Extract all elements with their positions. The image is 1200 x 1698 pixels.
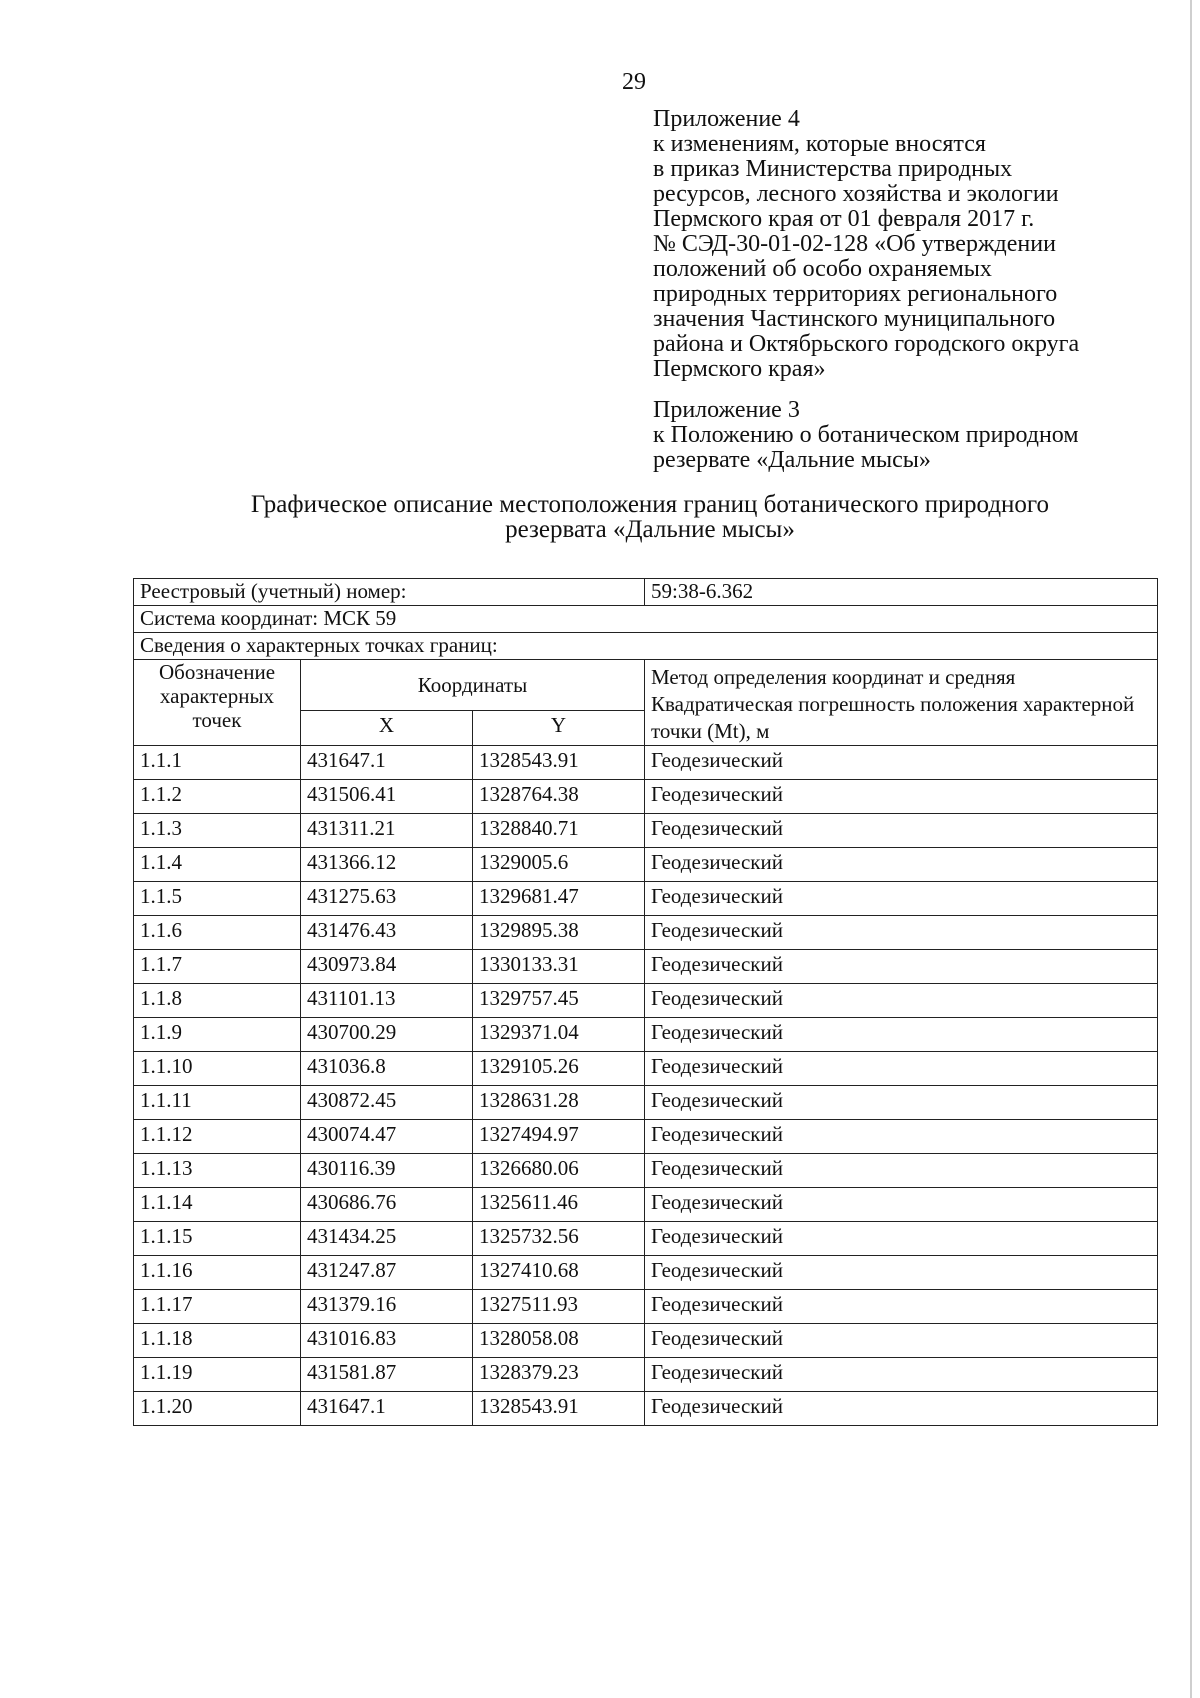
cell-x: 430686.76 xyxy=(301,1188,473,1222)
cell-method: Геодезический xyxy=(645,1392,1158,1426)
appendix-4-line: района и Октябрьского городского округа xyxy=(653,331,1080,357)
cell-y: 1329371.04 xyxy=(473,1018,645,1052)
cell-method: Геодезический xyxy=(645,1120,1158,1154)
col-method-header: Метод определения координат и средняя Квадратическая погрешность положения характерной точки (Mt), м xyxy=(645,660,1158,746)
cell-method: Геодезический xyxy=(645,848,1158,882)
cell-point: 1.1.2 xyxy=(134,780,301,814)
cell-x: 431581.87 xyxy=(301,1358,473,1392)
cell-x: 431434.25 xyxy=(301,1222,473,1256)
appendix-4-line: природных территориях регионального xyxy=(653,281,1058,307)
table-row xyxy=(134,780,1158,814)
appendix-3-line: Приложение 3 xyxy=(653,397,800,423)
table-row xyxy=(134,1290,1158,1324)
cell-method: Геодезический xyxy=(645,916,1158,950)
appendix-4-line: значения Частинского муниципального xyxy=(653,306,1056,332)
table-row xyxy=(134,1120,1158,1154)
cell-y: 1330133.31 xyxy=(473,950,645,984)
cell-point: 1.1.11 xyxy=(134,1086,301,1120)
cell-x: 431247.87 xyxy=(301,1256,473,1290)
cell-x: 431506.41 xyxy=(301,780,473,814)
points-info: Сведения о характерных точках границ: xyxy=(134,633,1158,660)
table-row xyxy=(134,984,1158,1018)
cell-y: 1329895.38 xyxy=(473,916,645,950)
cell-point: 1.1.12 xyxy=(134,1120,301,1154)
cell-y: 1328764.38 xyxy=(473,780,645,814)
appendix-3-header xyxy=(653,398,1183,473)
table-row xyxy=(134,916,1158,950)
cell-method: Геодезический xyxy=(645,780,1158,814)
cell-point: 1.1.9 xyxy=(134,1018,301,1052)
cell-y: 1327494.97 xyxy=(473,1120,645,1154)
cell-method: Геодезический xyxy=(645,1154,1158,1188)
appendix-4-line: Приложение 4 xyxy=(653,106,800,132)
appendix-3-line: резервате «Дальние мысы» xyxy=(653,447,931,473)
cell-point: 1.1.16 xyxy=(134,1256,301,1290)
table-row xyxy=(134,848,1158,882)
registry-row xyxy=(134,579,1158,606)
table-row xyxy=(134,1154,1158,1188)
coord-system-row xyxy=(134,606,1158,633)
appendix-4-header xyxy=(653,107,1183,382)
column-header-row xyxy=(134,660,1158,711)
cell-x: 431016.83 xyxy=(301,1324,473,1358)
cell-x: 431366.12 xyxy=(301,848,473,882)
registry-value: 59:38-6.362 xyxy=(645,579,1158,606)
cell-x: 430973.84 xyxy=(301,950,473,984)
table-row xyxy=(134,1052,1158,1086)
col-point-header: Обозначение характерных точек xyxy=(134,660,301,746)
table-row xyxy=(134,1358,1158,1392)
cell-y: 1329757.45 xyxy=(473,984,645,1018)
cell-method: Геодезический xyxy=(645,950,1158,984)
cell-method: Геодезический xyxy=(645,1188,1158,1222)
appendix-4-line: ресурсов, лесного хозяйства и экологии xyxy=(653,181,1059,207)
table-row xyxy=(134,746,1158,780)
cell-y: 1326680.06 xyxy=(473,1154,645,1188)
cell-method: Геодезический xyxy=(645,882,1158,916)
cell-method: Геодезический xyxy=(645,1052,1158,1086)
cell-x: 431101.13 xyxy=(301,984,473,1018)
document-title-line: резервата «Дальние мысы» xyxy=(505,516,795,543)
coord-system: Система координат: МСК 59 xyxy=(134,606,1158,633)
cell-point: 1.1.13 xyxy=(134,1154,301,1188)
cell-x: 431647.1 xyxy=(301,1392,473,1426)
cell-y: 1328840.71 xyxy=(473,814,645,848)
cell-x: 430872.45 xyxy=(301,1086,473,1120)
cell-x: 431379.16 xyxy=(301,1290,473,1324)
cell-method: Геодезический xyxy=(645,1222,1158,1256)
document-title-line: Графическое описание местоположения границ ботанического природного xyxy=(250,491,1050,518)
cell-point: 1.1.1 xyxy=(134,746,301,780)
cell-y: 1329681.47 xyxy=(473,882,645,916)
appendix-3-line: к Положению о ботаническом природном xyxy=(653,422,1079,448)
cell-point: 1.1.19 xyxy=(134,1358,301,1392)
cell-method: Геодезический xyxy=(645,1324,1158,1358)
cell-point: 1.1.8 xyxy=(134,984,301,1018)
cell-method: Геодезический xyxy=(645,1018,1158,1052)
table-row xyxy=(134,1392,1158,1426)
cell-y: 1327511.93 xyxy=(473,1290,645,1324)
cell-x: 431275.63 xyxy=(301,882,473,916)
cell-y: 1327410.68 xyxy=(473,1256,645,1290)
scan-edge-line xyxy=(1190,0,1192,1698)
cell-y: 1328058.08 xyxy=(473,1324,645,1358)
cell-point: 1.1.4 xyxy=(134,848,301,882)
cell-method: Геодезический xyxy=(645,984,1158,1018)
cell-point: 1.1.7 xyxy=(134,950,301,984)
cell-y: 1328543.91 xyxy=(473,1392,645,1426)
coordinates-table xyxy=(133,578,1158,1426)
cell-point: 1.1.15 xyxy=(134,1222,301,1256)
appendix-4-line: Пермского края» xyxy=(653,356,826,382)
cell-point: 1.1.20 xyxy=(134,1392,301,1426)
table-row xyxy=(134,950,1158,984)
cell-method: Геодезический xyxy=(645,814,1158,848)
cell-y: 1329005.6 xyxy=(473,848,645,882)
appendix-4-line: к изменениям, которые вносятся xyxy=(653,131,986,157)
table-row xyxy=(134,882,1158,916)
cell-method: Геодезический xyxy=(645,1290,1158,1324)
cell-y: 1325611.46 xyxy=(473,1188,645,1222)
table-row xyxy=(134,1018,1158,1052)
table-row xyxy=(134,1222,1158,1256)
cell-y: 1325732.56 xyxy=(473,1222,645,1256)
cell-y: 1329105.26 xyxy=(473,1052,645,1086)
cell-method: Геодезический xyxy=(645,1086,1158,1120)
col-y-header: Y xyxy=(473,711,645,746)
cell-point: 1.1.10 xyxy=(134,1052,301,1086)
points-info-row xyxy=(134,633,1158,660)
cell-point: 1.1.17 xyxy=(134,1290,301,1324)
cell-point: 1.1.18 xyxy=(134,1324,301,1358)
cell-point: 1.1.3 xyxy=(134,814,301,848)
cell-y: 1328631.28 xyxy=(473,1086,645,1120)
cell-x: 431036.8 xyxy=(301,1052,473,1086)
table-row xyxy=(134,1086,1158,1120)
cell-point: 1.1.14 xyxy=(134,1188,301,1222)
table-row xyxy=(134,1324,1158,1358)
appendix-4-line: Пермского края от 01 февраля 2017 г. xyxy=(653,206,1035,232)
cell-point: 1.1.6 xyxy=(134,916,301,950)
registry-label: Реестровый (учетный) номер: xyxy=(134,579,645,606)
cell-x: 431647.1 xyxy=(301,746,473,780)
appendix-4-line: положений об особо охраняемых xyxy=(653,256,992,282)
page-number: 29 xyxy=(622,69,646,95)
col-coords-header: Координаты xyxy=(301,660,645,711)
coordinates-rows xyxy=(134,746,1158,1426)
cell-method: Геодезический xyxy=(645,746,1158,780)
cell-point: 1.1.5 xyxy=(134,882,301,916)
table-row xyxy=(134,1188,1158,1222)
table-row xyxy=(134,1256,1158,1290)
cell-method: Геодезический xyxy=(645,1358,1158,1392)
cell-x: 430116.39 xyxy=(301,1154,473,1188)
cell-y: 1328543.91 xyxy=(473,746,645,780)
appendix-4-line: в приказ Министерства природных xyxy=(653,156,1013,182)
cell-method: Геодезический xyxy=(645,1256,1158,1290)
col-x-header: X xyxy=(301,711,473,746)
table-row xyxy=(134,814,1158,848)
cell-x: 430700.29 xyxy=(301,1018,473,1052)
document-title xyxy=(130,492,1170,542)
cell-y: 1328379.23 xyxy=(473,1358,645,1392)
cell-x: 430074.47 xyxy=(301,1120,473,1154)
cell-x: 431476.43 xyxy=(301,916,473,950)
cell-x: 431311.21 xyxy=(301,814,473,848)
appendix-4-line: № СЭД-30-01-02-128 «Об утверждении xyxy=(653,231,1056,257)
